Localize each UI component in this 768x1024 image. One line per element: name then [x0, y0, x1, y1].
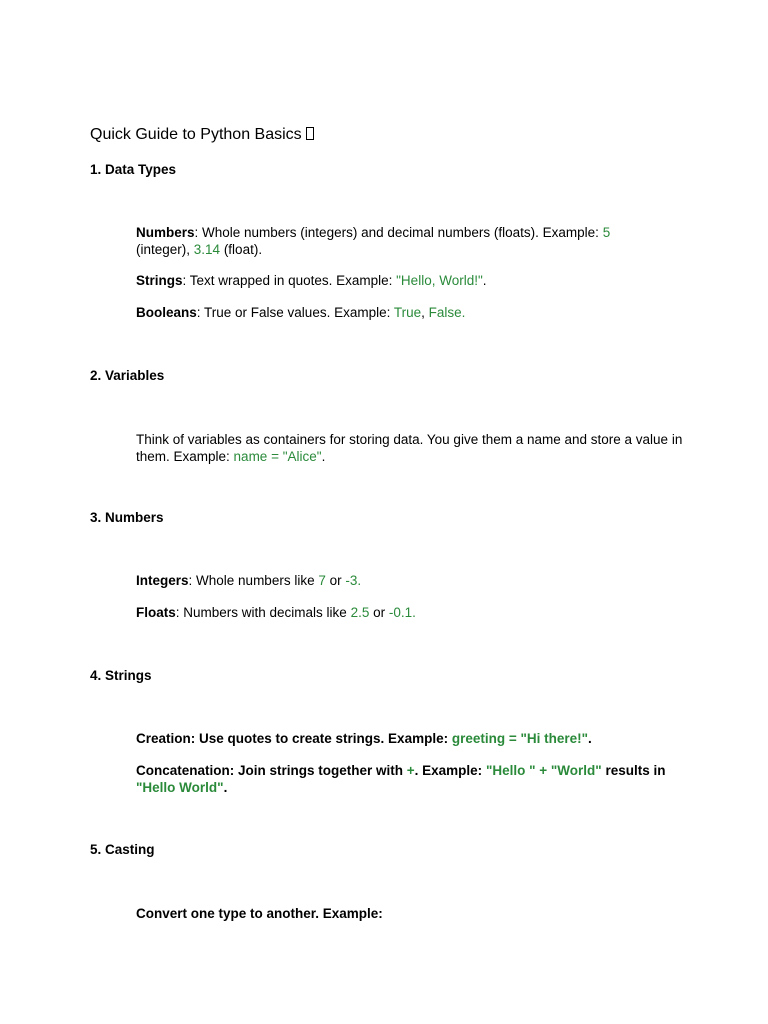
code-example: name = "Alice": [233, 449, 322, 464]
section-heading-data-types: 1. Data Types: [90, 162, 177, 177]
paragraph-concatenation: [136, 762, 716, 796]
body-text: : Numbers with decimals like: [175, 605, 351, 620]
body-text: .: [588, 731, 592, 746]
section-heading-variables: 2. Variables: [90, 368, 165, 383]
body-text: : Text wrapped in quotes. Example:: [182, 273, 397, 288]
paragraph-numbers: [136, 224, 696, 258]
paragraph-creation: [136, 730, 696, 747]
term-label: Booleans: [136, 305, 197, 320]
page-title: [90, 126, 314, 144]
paragraph-booleans: [136, 304, 696, 321]
body-text: : True or False values. Example:: [196, 305, 394, 320]
body-text: : Whole numbers (integers) and decimal numbers (floats). Example:: [194, 225, 603, 240]
term-label: Floats: [136, 605, 176, 620]
body-text: : Whole numbers like: [188, 573, 319, 588]
paragraph-variables: [136, 431, 696, 465]
code-example: True: [393, 305, 422, 320]
term-label: Integers: [136, 573, 189, 588]
code-example: 2.5: [350, 605, 370, 620]
code-example: "Hello " + "World": [485, 763, 602, 778]
paragraph-strings: [136, 272, 696, 289]
body-text: Concatenation: Join strings together with: [136, 763, 407, 778]
body-text: Creation: Use quotes to create strings. Example:: [136, 731, 452, 746]
body-text: (float).: [220, 242, 263, 257]
body-text: or: [369, 605, 389, 620]
code-example: False.: [428, 305, 466, 320]
body-text: or: [325, 573, 346, 588]
code-example: 7: [318, 573, 326, 588]
code-example: greeting = "Hi there!": [451, 731, 589, 746]
body-text: Convert one type to another. Example:: [136, 906, 383, 921]
section-heading-casting: 5. Casting: [90, 842, 155, 857]
code-example: "Hello, World!": [396, 273, 483, 288]
body-text: .: [482, 273, 487, 288]
body-text: .: [223, 780, 228, 795]
code-example: "Hello World": [136, 780, 224, 795]
code-example: +: [406, 763, 415, 778]
body-text: .: [321, 449, 326, 464]
paragraph-floats: [136, 604, 696, 621]
term-label: Strings: [136, 273, 183, 288]
section-heading-numbers: 3. Numbers: [90, 510, 164, 525]
body-text: . Example:: [414, 763, 486, 778]
body-text: Think of variables as containers for storing data. You give them a name and store a value in them. Example:: [136, 432, 683, 464]
body-text: results in: [601, 763, 666, 778]
paragraph-integers: [136, 572, 696, 589]
code-example: -0.1.: [388, 605, 416, 620]
paragraph-casting: [136, 905, 696, 922]
code-example: -3.: [345, 573, 362, 588]
code-example: 5: [602, 225, 611, 240]
body-text: ,: [421, 305, 429, 320]
page-title-text: Quick Guide to Python Basics: [90, 126, 302, 143]
code-example: 3.14: [193, 242, 221, 257]
missing-glyph-icon: [306, 127, 314, 140]
body-text: (integer),: [136, 242, 194, 257]
section-heading-strings: 4. Strings: [90, 668, 152, 683]
term-label: Numbers: [136, 225, 195, 240]
